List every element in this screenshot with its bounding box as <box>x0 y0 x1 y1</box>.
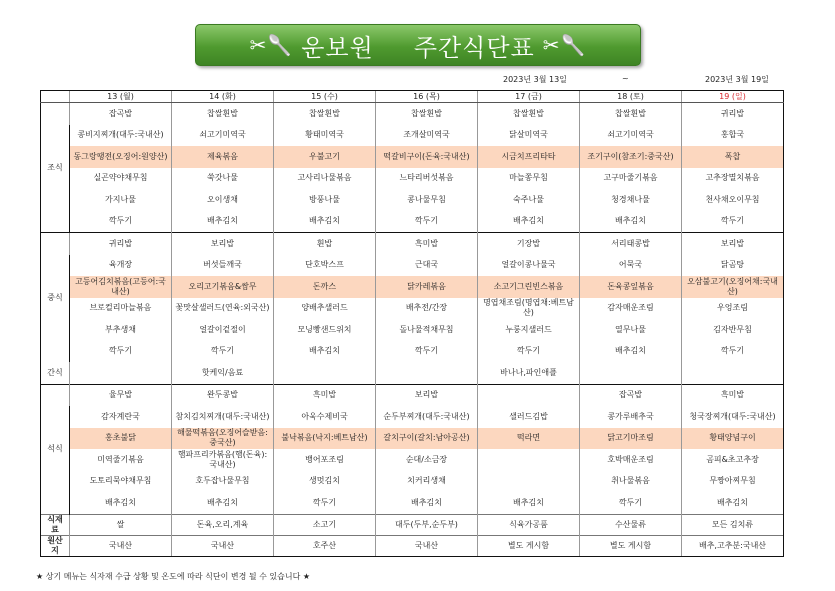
lunch-row <box>41 298 784 320</box>
menu-cell: 순두부찌개(대두:국내산) <box>376 406 478 428</box>
menu-cell: 흰밥 <box>274 233 376 255</box>
menu-cell <box>478 384 580 406</box>
ingredients-cell: 식육가공품 <box>478 514 580 535</box>
menu-cell: 찹쌀흰밥 <box>580 103 682 125</box>
menu-cell <box>478 471 580 493</box>
dinner-row <box>41 492 784 514</box>
menu-cell: 고구마줄기볶음 <box>580 168 682 190</box>
menu-cell: 깍두기 <box>580 492 682 514</box>
origin-cell: 배추,고추분:국내산 <box>682 535 784 556</box>
menu-cell: 배추김치 <box>70 492 172 514</box>
menu-cell: 배추전/간장 <box>376 298 478 320</box>
fork-spoon-icon: ✂🥄 <box>249 33 294 57</box>
menu-cell: 쇠고기미역국 <box>580 125 682 147</box>
menu-cell <box>70 362 172 384</box>
menu-cell: 미역줄기볶음 <box>70 449 172 471</box>
menu-cell: 어묵국 <box>580 255 682 277</box>
origin-row <box>41 535 784 556</box>
menu-cell: 배추김치 <box>274 211 376 233</box>
ingredients-cell: 모든 김치류 <box>682 514 784 535</box>
dinner-row <box>41 449 784 471</box>
lunch-row <box>41 233 784 255</box>
ingredients-label: 식재료 <box>41 514 70 535</box>
lunch-row <box>41 319 784 341</box>
meal-label-dinner: 석식 <box>41 384 70 514</box>
menu-cell: 실곤약야채무침 <box>70 168 172 190</box>
menu-cell: 돌나물적채무침 <box>376 319 478 341</box>
menu-cell: 버섯들깨국 <box>172 255 274 277</box>
menu-cell: 깍두기 <box>172 341 274 363</box>
menu-cell: 서리태콩밥 <box>580 233 682 255</box>
menu-cell: 숙주나물 <box>478 189 580 211</box>
menu-title-banner <box>195 24 641 66</box>
menu-cell: 명엽채조림(명엽채:베트남산) <box>478 298 580 320</box>
menu-cell: 기장밥 <box>478 233 580 255</box>
menu-cell: 브로컬리마늘볶음 <box>70 298 172 320</box>
ingredients-cell: 쌀 <box>70 514 172 535</box>
menu-cell: 돈육콩잎볶음 <box>580 276 682 298</box>
menu-cell: 오리고기볶음&쌈무 <box>172 276 274 298</box>
menu-cell: 김자반무침 <box>682 319 784 341</box>
menu-cell: 천사채오이무침 <box>682 189 784 211</box>
menu-cell: 보리밥 <box>172 233 274 255</box>
menu-cell: 찹쌀흰밥 <box>376 103 478 125</box>
menu-cell: 보리밥 <box>682 233 784 255</box>
menu-cell: 찹쌀흰밥 <box>274 103 376 125</box>
menu-cell: 누룽지샐러드 <box>478 319 580 341</box>
menu-cell: 꽃맛살샐러드(연육:외국산) <box>172 298 274 320</box>
menu-cell: 도토리묵야채무침 <box>70 471 172 493</box>
menu-cell <box>682 362 784 384</box>
menu-cell: 귀리밥 <box>70 233 172 255</box>
menu-cell: 마늘쫑무침 <box>478 168 580 190</box>
menu-cell: 깍두기 <box>682 211 784 233</box>
ingredients-cell: 대두(두부,순두부) <box>376 514 478 535</box>
menu-cell: 율무밥 <box>70 384 172 406</box>
day-header-sunday: 19 (일) <box>682 91 784 103</box>
menu-cell: 느타리버섯볶음 <box>376 168 478 190</box>
menu-cell: 동그랑땡전(오징어:원양산) <box>70 146 172 168</box>
menu-cell: 햄파프리카볶음(햄(돈육):국내산) <box>172 449 274 471</box>
origin-cell: 국내산 <box>172 535 274 556</box>
menu-cell: 떡라면 <box>478 428 580 450</box>
menu-cell: 배추김치 <box>172 211 274 233</box>
menu-cell: 폭찹 <box>682 146 784 168</box>
menu-cell: 쑥갓나물 <box>172 168 274 190</box>
menu-cell: 해물떡볶음(오징어슬받음:중국산) <box>172 428 274 450</box>
menu-cell: 깍두기 <box>70 211 172 233</box>
origin-cell: 호주산 <box>274 535 376 556</box>
menu-cell: 콩나물무침 <box>376 189 478 211</box>
menu-cell: 고사리나물볶음 <box>274 168 376 190</box>
menu-cell: 취나물볶음 <box>580 471 682 493</box>
menu-cell: 방풍나물 <box>274 189 376 211</box>
breakfast-row <box>41 146 784 168</box>
breakfast-row <box>41 168 784 190</box>
menu-cell: 소고기그린빈스볶음 <box>478 276 580 298</box>
menu-cell: 깍두기 <box>376 341 478 363</box>
menu-cell: 흑미밥 <box>376 233 478 255</box>
dinner-row <box>41 384 784 406</box>
day-header-row <box>41 91 784 103</box>
menu-cell: 흑미밥 <box>682 384 784 406</box>
menu-cell: 깍두기 <box>70 341 172 363</box>
day-header: 18 (토) <box>580 91 682 103</box>
day-header: 13 (월) <box>70 91 172 103</box>
menu-cell: 완두콩밥 <box>172 384 274 406</box>
menu-cell: 감자계란국 <box>70 406 172 428</box>
ingredients-cell: 수산물류 <box>580 514 682 535</box>
menu-cell: 홍합국 <box>682 125 784 147</box>
breakfast-row <box>41 211 784 233</box>
menu-cell: 조개살미역국 <box>376 125 478 147</box>
menu-cell <box>376 362 478 384</box>
date-start: 2023년 3월 13일 <box>503 75 567 84</box>
menu-cell: 갈치구이(갈치:남아공산) <box>376 428 478 450</box>
origin-cell: 국내산 <box>70 535 172 556</box>
menu-cell: 귀리밥 <box>682 103 784 125</box>
menu-cell: 닭카레볶음 <box>376 276 478 298</box>
menu-cell: 닭곰탕 <box>682 255 784 277</box>
menu-cell: 배추김치 <box>274 341 376 363</box>
date-end: 2023년 3월 19일 <box>705 75 769 84</box>
date-separator: ~ <box>622 74 629 83</box>
day-header: 17 (금) <box>478 91 580 103</box>
menu-cell: 뱅어포조림 <box>274 449 376 471</box>
menu-cell: 잡곡밥 <box>70 103 172 125</box>
menu-change-note: ★ 상기 메뉴는 식자재 수급 상황 및 온도에 따라 식단이 변경 될 수 있습니다 ★ <box>36 572 311 581</box>
menu-cell: 생멋김치 <box>274 471 376 493</box>
dinner-row <box>41 406 784 428</box>
corner-cell <box>41 91 70 103</box>
menu-cell: 모닝빵샌드위치 <box>274 319 376 341</box>
menu-cell: 곰피&초고추장 <box>682 449 784 471</box>
menu-cell: 황태양념구이 <box>682 428 784 450</box>
menu-cell: 닭살미역국 <box>478 125 580 147</box>
origin-cell: 별도 게시함 <box>478 535 580 556</box>
breakfast-row <box>41 189 784 211</box>
breakfast-row <box>41 103 784 125</box>
lunch-row <box>41 341 784 363</box>
menu-cell: 오이생채 <box>172 189 274 211</box>
menu-cell: 얼갈이겉절이 <box>172 319 274 341</box>
menu-cell: 근대국 <box>376 255 478 277</box>
menu-cell <box>580 362 682 384</box>
dinner-row <box>41 428 784 450</box>
menu-cell: 떡갈비구이(돈육:국내산) <box>376 146 478 168</box>
title-left: 운보원 <box>301 33 374 62</box>
menu-cell: 콩가루배추국 <box>580 406 682 428</box>
meal-label-breakfast: 조식 <box>41 103 70 233</box>
menu-cell: 우불고기 <box>274 146 376 168</box>
menu-cell: 배추김치 <box>478 492 580 514</box>
meal-label-snack: 간식 <box>41 362 70 384</box>
menu-cell: 오삼불고기(오징어채:국내산) <box>682 276 784 298</box>
menu-cell: 감자매운조림 <box>580 298 682 320</box>
menu-cell: 깍두기 <box>274 492 376 514</box>
menu-cell: 배추김치 <box>478 211 580 233</box>
meal-label-lunch: 중식 <box>41 233 70 363</box>
menu-cell: 배추김치 <box>682 492 784 514</box>
menu-cell: 쇠고기미역국 <box>172 125 274 147</box>
menu-cell: 잡곡밥 <box>580 384 682 406</box>
ingredients-row <box>41 514 784 535</box>
menu-cell <box>478 449 580 471</box>
menu-cell: 무짱아찌무침 <box>682 471 784 493</box>
menu-cell: 배추김치 <box>172 492 274 514</box>
menu-cell: 흑미밥 <box>274 384 376 406</box>
origin-cell: 별도 게시함 <box>580 535 682 556</box>
menu-cell: 찹쌀흰밥 <box>172 103 274 125</box>
menu-cell: 깍두기 <box>376 211 478 233</box>
menu-cell: 시금치프리타타 <box>478 146 580 168</box>
fork-spoon-icon: ✂🥄 <box>542 33 587 57</box>
menu-cell: 호두잡나물무침 <box>172 471 274 493</box>
menu-cell: 우엉조림 <box>682 298 784 320</box>
menu-cell: 조기구이(참조기:중국산) <box>580 146 682 168</box>
ingredients-cell: 돈육,오리,계육 <box>172 514 274 535</box>
day-header: 15 (수) <box>274 91 376 103</box>
menu-cell: 제육볶음 <box>172 146 274 168</box>
menu-cell: 호박매운조림 <box>580 449 682 471</box>
menu-cell <box>274 362 376 384</box>
menu-cell: 고등어김치볶음(고등어:국내산) <box>70 276 172 298</box>
menu-cell: 순대/소금장 <box>376 449 478 471</box>
menu-cell: 양배추샐러드 <box>274 298 376 320</box>
menu-cell: 가지나물 <box>70 189 172 211</box>
menu-cell: 찹쌀흰밥 <box>478 103 580 125</box>
menu-cell: 부추생채 <box>70 319 172 341</box>
menu-cell: 단호박스프 <box>274 255 376 277</box>
menu-cell: 배추김치 <box>376 492 478 514</box>
menu-cell: 닭고기마조림 <box>580 428 682 450</box>
menu-cell: 고추장멸치볶음 <box>682 168 784 190</box>
weekly-menu-table <box>40 90 784 557</box>
menu-cell: 얼갈이콩나물국 <box>478 255 580 277</box>
lunch-row <box>41 276 784 298</box>
menu-cell: 보리밥 <box>376 384 478 406</box>
origin-label: 원산지 <box>41 535 70 556</box>
menu-cell: 참치김치찌개(대두:국내산) <box>172 406 274 428</box>
ingredients-cell: 소고기 <box>274 514 376 535</box>
menu-cell: 깍두기 <box>682 341 784 363</box>
menu-cell: 깍두기 <box>478 341 580 363</box>
title-right: 주간식단표 <box>413 33 535 62</box>
origin-cell: 국내산 <box>376 535 478 556</box>
menu-cell: 열무나물 <box>580 319 682 341</box>
menu-cell: 육개장 <box>70 255 172 277</box>
snack-row <box>41 362 784 384</box>
menu-cell: 치커리생채 <box>376 471 478 493</box>
dinner-row <box>41 471 784 493</box>
menu-cell: 불낙볶음(낙지:베트남산) <box>274 428 376 450</box>
breakfast-row <box>41 125 784 147</box>
menu-cell: 아욱수제비국 <box>274 406 376 428</box>
day-header: 16 (목) <box>376 91 478 103</box>
menu-cell: 청국장찌개(대두:국내산) <box>682 406 784 428</box>
menu-cell: 배추김치 <box>580 341 682 363</box>
menu-cell: 황태미역국 <box>274 125 376 147</box>
menu-cell: 배추김치 <box>580 211 682 233</box>
menu-cell: 핫케익/음료 <box>172 362 274 384</box>
menu-cell: 돈까스 <box>274 276 376 298</box>
menu-cell: 청경채나물 <box>580 189 682 211</box>
menu-cell: 콩비지찌개(대두:국내산) <box>70 125 172 147</box>
menu-cell: 홍초불닭 <box>70 428 172 450</box>
menu-cell: 바나나,파인애플 <box>478 362 580 384</box>
lunch-row <box>41 255 784 277</box>
day-header: 14 (화) <box>172 91 274 103</box>
menu-cell: 샐러드김밥 <box>478 406 580 428</box>
